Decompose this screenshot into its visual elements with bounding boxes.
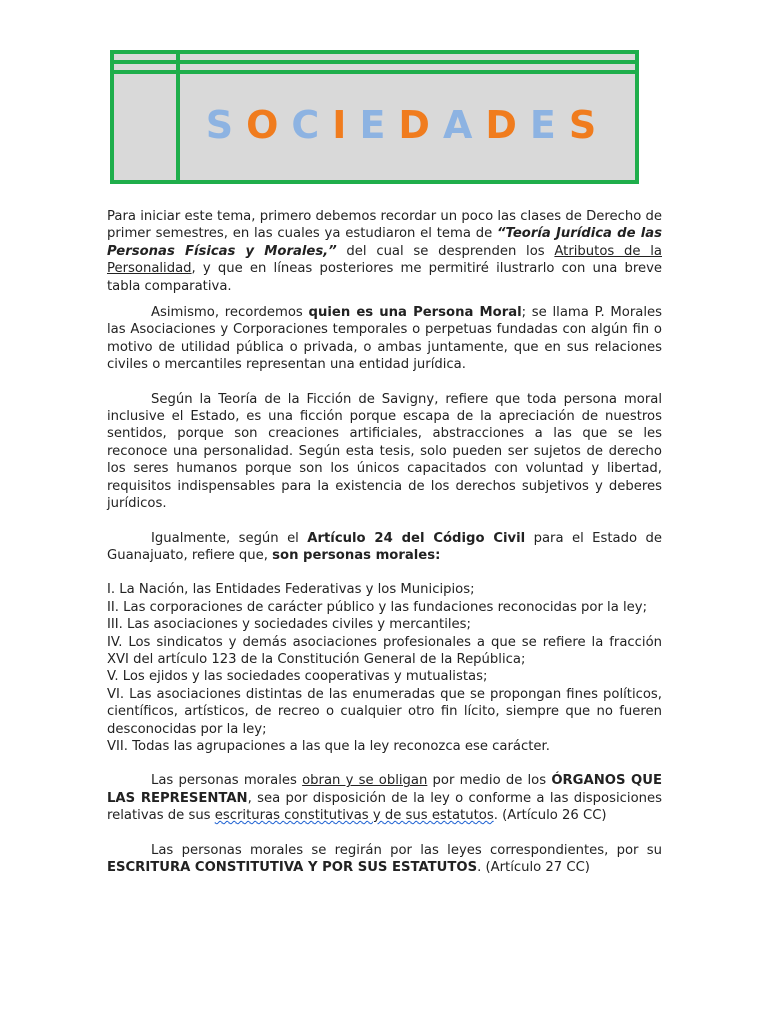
organos-underlined: obran y se obligan bbox=[302, 773, 428, 789]
intro-attributes-link: Atributos de la Personalidad bbox=[107, 243, 662, 277]
paragraph-savigny bbox=[107, 391, 662, 513]
organos-text: , sea por disposición de la ley o conforme a las disposiciones relativas de sus bbox=[107, 790, 662, 824]
title-letter: S bbox=[568, 103, 610, 147]
paragraph-organos bbox=[107, 772, 662, 824]
title-letter: E bbox=[359, 103, 399, 147]
personas-morales-heading: son personas morales: bbox=[272, 547, 441, 563]
title-letter: D bbox=[485, 103, 530, 147]
paragraph-escritura bbox=[107, 842, 662, 877]
title-letter: A bbox=[442, 103, 486, 147]
paragraph-intro bbox=[107, 208, 662, 295]
title-letter: D bbox=[398, 103, 443, 147]
savigny-text: Según la Teoría de la Ficción de Savigny, refiere que toda persona moral inclusive el Estado, es una ficción porque escapa de la apreciación de nuestros sentidos, porque son creaciones artificiales, abstracciones a las que se les reconoce una personalidad. Según esta tesis, solo pueden ser sujetos de derecho los seres humanos porque son los únicos capacitados con voluntad y libertad, requisitos indispensables para la existencia de los derechos subjetivos y deberes jurídicos. bbox=[107, 391, 662, 512]
persona-moral-term: quien es una Persona Moral bbox=[308, 305, 522, 321]
articulo-text: para el Estado de Guanajuato, refiere que, bbox=[107, 530, 662, 563]
title-letter: E bbox=[529, 103, 569, 147]
intro-text: del cual se desprenden los bbox=[336, 243, 555, 259]
title-letter: O bbox=[246, 103, 292, 147]
banner-rule-top bbox=[114, 60, 635, 64]
escritura-term: ESCRITURA CONSTITUTIVA Y POR SUS ESTATUTOS bbox=[107, 860, 478, 875]
list-item: II. Las corporaciones de carácter público y las fundaciones reconocidas por la ley; bbox=[107, 599, 648, 615]
list-item: III. Las asociaciones y sociedades civiles y mercantiles; bbox=[107, 617, 471, 633]
escritura-text: Las personas morales se regirán por las leyes correspondientes, por su bbox=[151, 842, 662, 858]
organos-text: Las personas morales bbox=[151, 773, 303, 789]
organos-text: por medio de los bbox=[427, 773, 552, 789]
title-banner bbox=[110, 50, 639, 184]
personas-morales-list bbox=[107, 581, 662, 755]
list-item: VII. Todas las agrupaciones a las que la ley reconozca ese carácter. bbox=[107, 738, 550, 754]
articulo-24-reference: Artículo 24 del Código Civil bbox=[307, 530, 526, 546]
intro-text: Para iniciar este tema, primero debemos recordar un poco las clases de Derecho de primer semestres, en las cuales ya estudiaron el tema de bbox=[107, 209, 662, 242]
escritura-citation: . (Artículo 27 CC) bbox=[477, 860, 590, 875]
paragraph-articulo-24 bbox=[107, 530, 662, 565]
paragraph-persona-moral bbox=[107, 304, 662, 374]
list-item: V. Los ejidos y las sociedades cooperativas y mutualistas; bbox=[107, 669, 488, 685]
title-letter: C bbox=[291, 103, 333, 147]
list-item: IV. Los sindicatos y demás asociaciones profesionales a que se refiere la fracción XVI del artículo 123 de la Constitución General de la República; bbox=[107, 634, 662, 667]
persona-moral-text: ; se llama P. Morales las Asociaciones y Corporaciones temporales o perpetuas fundadas con algún fin o motivo de utilidad pública o privada, o ambas juntamente, que en sus relaciones civiles o mercantiles representan una entidad jurídica. bbox=[107, 305, 662, 373]
page-title bbox=[180, 70, 635, 180]
articulo-text: Igualmente, según el bbox=[151, 530, 308, 546]
title-letter: I bbox=[332, 103, 360, 147]
organos-citation: . (Artículo 26 CC) bbox=[493, 808, 607, 824]
organos-term: ÓRGANOS QUE LAS REPRESENTAN bbox=[107, 773, 662, 806]
list-item: I. La Nación, las Entidades Federativas y los Municipios; bbox=[107, 582, 475, 598]
document-body bbox=[107, 208, 662, 876]
intro-text: , y que en líneas posteriores me permitiré ilustrarlo con una breve tabla comparativa. bbox=[107, 261, 662, 294]
persona-moral-text: Asimismo, recordemos bbox=[151, 305, 309, 321]
estatutos-reference: escrituras constitutivas y de sus estatutos bbox=[214, 808, 494, 824]
list-item: VI. Las asociaciones distintas de las enumeradas que se propongan fines políticos, científicos, artísticos, de recreo o cualquier otro fin lícito, siempre que no fueren desconocidas por la ley; bbox=[107, 686, 662, 737]
title-letter: S bbox=[205, 103, 247, 147]
intro-theory-title: “Teoría Jurídica de las Personas Físicas y Morales,” bbox=[107, 226, 662, 259]
